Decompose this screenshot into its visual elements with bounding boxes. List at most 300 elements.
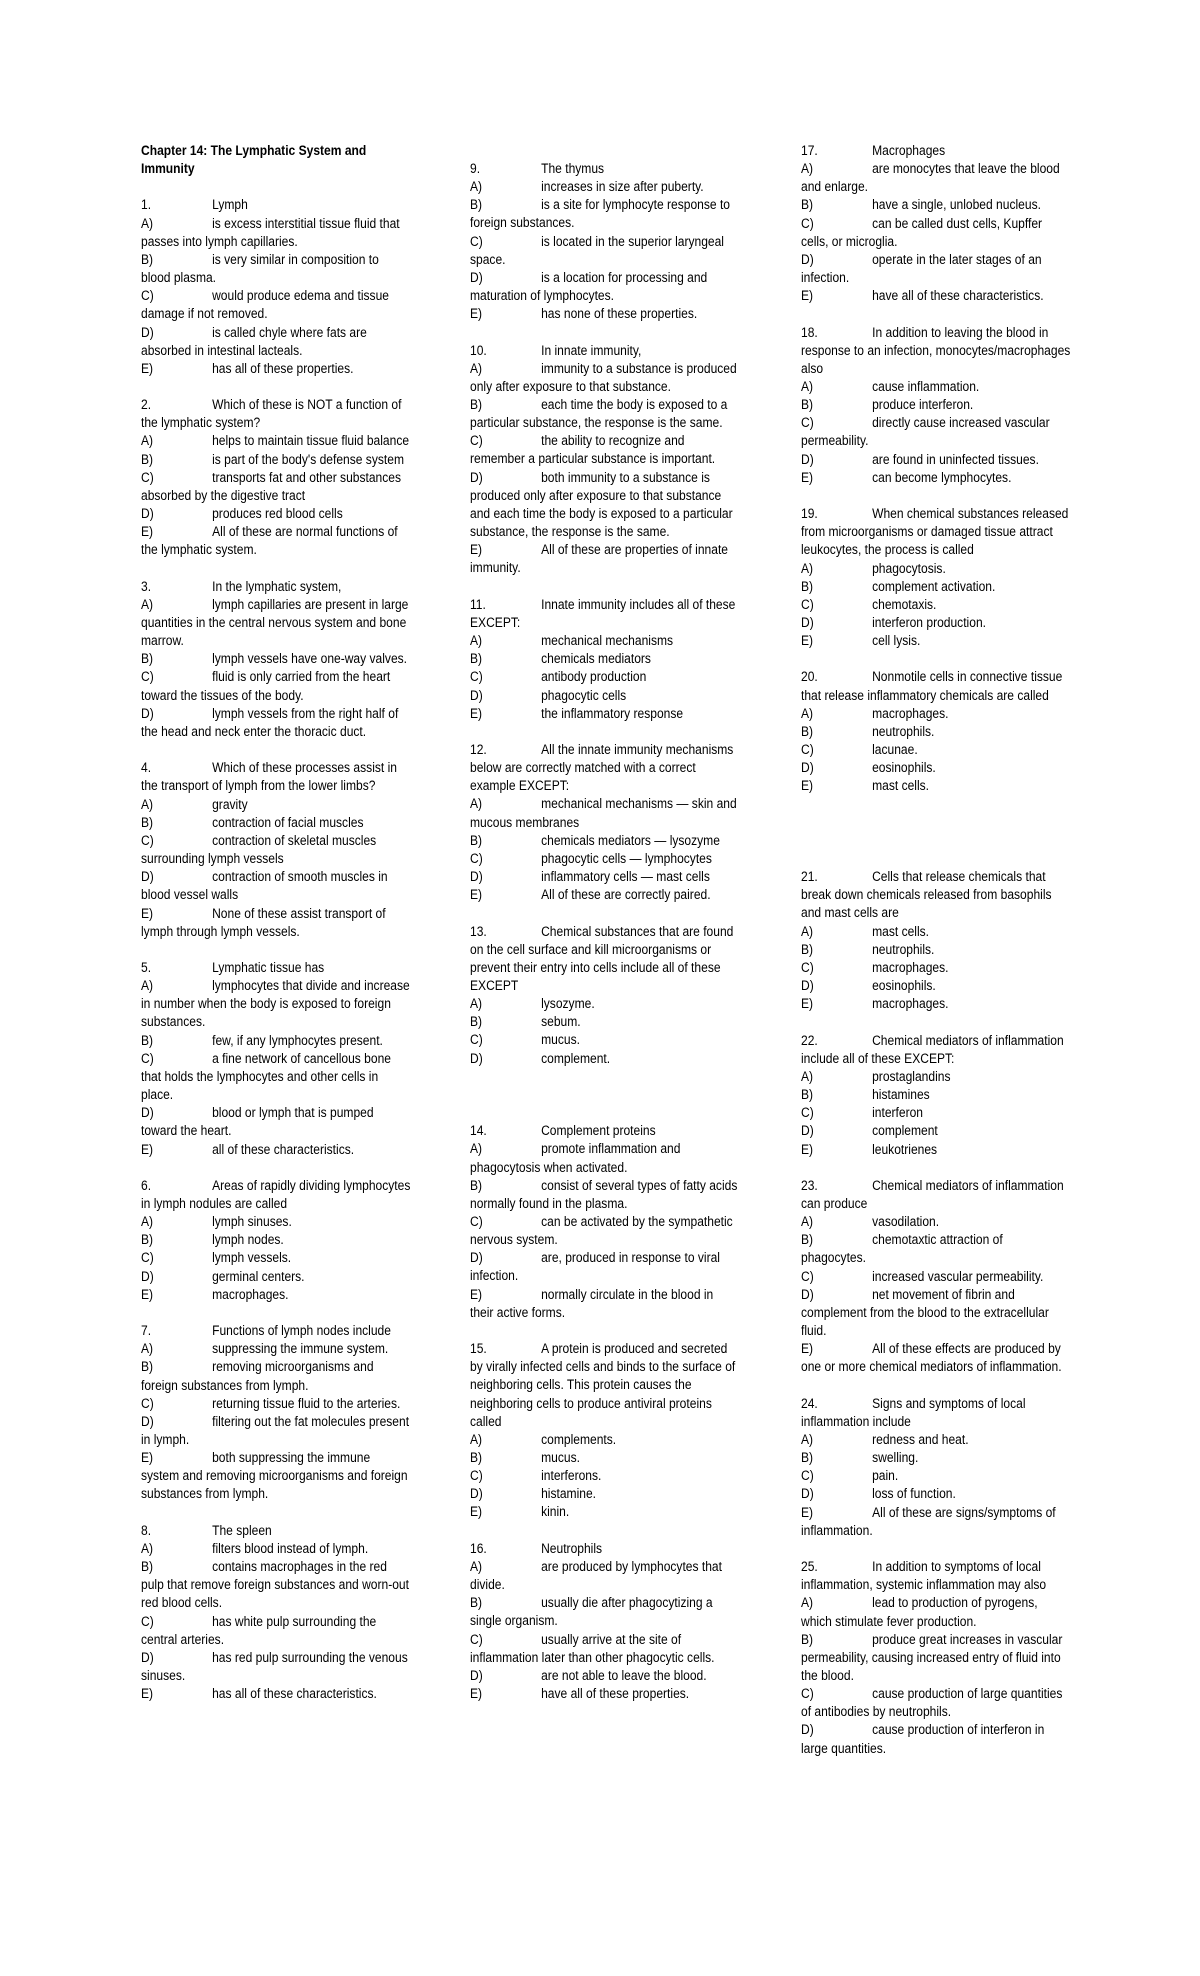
option-text: chemotaxtic attraction of phagocytes. <box>801 1232 1003 1266</box>
option-label: A) <box>801 705 814 721</box>
option-label: B) <box>141 251 154 267</box>
column-left <box>141 142 411 1703</box>
question-text: Nonmotile cells in connective tissue that release inflammatory chemicals are called <box>801 669 1063 703</box>
option-text: lymphocytes that divide and increase in number when the body is exposed to foreign substances. <box>141 978 410 1030</box>
option-text: contains macrophages in the red pulp that remove foreign substances and worn-out red blood cells. <box>141 1559 409 1611</box>
option-label: A) <box>801 1068 814 1084</box>
option-text: directly cause increased vascular permeability. <box>801 415 1050 449</box>
answer-option <box>141 832 411 868</box>
answer-option <box>470 1431 740 1449</box>
question-text: Which of these is NOT a function of the lymphatic system? <box>141 397 402 431</box>
option-label: C) <box>801 742 814 758</box>
question-item <box>470 160 740 323</box>
option-label: D) <box>801 1722 814 1738</box>
option-label: E) <box>470 887 483 903</box>
answer-option <box>470 233 740 269</box>
option-text: macrophages. <box>872 705 949 721</box>
option-label: D) <box>801 451 814 467</box>
question-number: 11. <box>470 596 486 612</box>
option-text: interferon <box>872 1105 924 1121</box>
option-label: A) <box>141 1341 154 1357</box>
option-label: B) <box>141 451 154 467</box>
option-label: D) <box>470 1486 483 1502</box>
option-label: C) <box>470 1631 483 1647</box>
option-label: A) <box>801 923 814 939</box>
question-text: Lymph <box>212 197 248 213</box>
option-label: A) <box>141 1214 154 1230</box>
question-item <box>470 342 740 578</box>
option-label: E) <box>470 1504 483 1520</box>
question-item <box>141 959 411 1159</box>
question-number: 8. <box>141 1522 152 1538</box>
question-item <box>801 868 1071 1013</box>
answer-option <box>141 360 411 378</box>
answer-option <box>801 251 1071 287</box>
option-label: A) <box>141 596 154 612</box>
option-text: are, produced in response to viral infection. <box>470 1250 720 1284</box>
option-text: both immunity to a substance is produced only after exposure to that substance and each time the body is exposed to a particular substance, the response is the same. <box>470 469 733 540</box>
option-text: mucus. <box>541 1449 580 1465</box>
answer-option <box>141 668 411 704</box>
chapter-title: Chapter 14: The Lymphatic System and Immunity <box>141 143 367 177</box>
question-stem <box>141 759 411 795</box>
answer-option <box>801 1068 1071 1086</box>
answer-option <box>801 1721 1071 1757</box>
option-text: is a location for processing and maturation of lymphocytes. <box>470 269 708 304</box>
answer-option <box>141 1032 411 1050</box>
answer-option <box>470 1177 740 1213</box>
option-label: A) <box>470 633 483 649</box>
option-label: B) <box>470 1595 483 1611</box>
option-label: C) <box>801 1105 814 1121</box>
option-text: are found in uninfected tissues. <box>872 451 1039 467</box>
question-number: 1. <box>141 197 152 213</box>
question-text: Functions of lymph nodes include <box>212 1323 391 1339</box>
question-text: Which of these processes assist in the transport of lymph from the lower limbs? <box>141 760 397 794</box>
question-number: 12. <box>470 741 487 757</box>
question-number: 17. <box>801 143 818 158</box>
option-label: D) <box>141 1105 154 1121</box>
option-text: lacunae. <box>872 742 918 758</box>
option-label: C) <box>470 1032 483 1048</box>
question-item <box>801 1032 1071 1159</box>
answer-option <box>470 632 740 650</box>
option-text: phagocytosis. <box>872 560 946 576</box>
option-text: eosinophils. <box>872 760 936 776</box>
option-text: consist of several types of fatty acids normally found in the plasma. <box>470 1177 738 1211</box>
option-text: neutrophils. <box>872 723 935 739</box>
answer-option <box>141 324 411 360</box>
question-text: The spleen <box>212 1522 272 1538</box>
answer-option <box>141 1141 411 1159</box>
answer-option <box>801 560 1071 578</box>
question-number: 25. <box>801 1559 818 1575</box>
question-stem <box>141 1522 411 1540</box>
option-text: lead to production of pyrogens, which stimulate fever production. <box>801 1595 1038 1629</box>
question-text: In innate immunity, <box>541 342 642 358</box>
option-label: B) <box>470 1014 483 1030</box>
option-text: has all of these properties. <box>212 360 354 376</box>
answer-option <box>141 1231 411 1249</box>
option-label: E) <box>141 524 154 540</box>
answer-option <box>470 705 740 723</box>
question-stem <box>141 578 411 596</box>
answer-option <box>801 1685 1071 1721</box>
answer-option <box>801 1141 1071 1159</box>
option-text: complement activation. <box>872 578 996 594</box>
option-text: interferon production. <box>872 615 986 631</box>
option-label: E) <box>801 1504 814 1520</box>
option-text: is excess interstitial tissue fluid that passes into lymph capillaries. <box>141 215 400 249</box>
option-text: All of these are properties of innate immunity. <box>470 542 729 576</box>
option-text: each time the body is exposed to a particular substance, the response is the same. <box>470 397 728 431</box>
option-text: All of these are correctly paired. <box>541 887 711 903</box>
option-text: all of these characteristics. <box>212 1141 355 1157</box>
answer-option <box>470 1050 740 1068</box>
option-label: E) <box>470 1286 483 1302</box>
question-stem <box>470 1122 740 1140</box>
question-stem <box>470 741 740 795</box>
option-text: complement <box>872 1123 938 1139</box>
option-label: D) <box>801 760 814 776</box>
answer-option <box>141 1395 411 1413</box>
option-label: D) <box>141 506 154 522</box>
option-text: have all of these properties. <box>541 1686 690 1701</box>
question-number: 7. <box>141 1323 152 1339</box>
option-text: immunity to a substance is produced only after exposure to that substance. <box>470 360 737 394</box>
option-text: fluid is only carried from the heart toward the tissues of the body. <box>141 669 391 703</box>
question-stem <box>470 923 740 996</box>
answer-option <box>470 1594 740 1630</box>
option-text: promote inflammation and phagocytosis when activated. <box>470 1141 681 1175</box>
option-label: D) <box>801 1123 814 1139</box>
option-text: cause production of interferon in large quantities. <box>801 1722 1045 1756</box>
option-label: A) <box>141 433 154 449</box>
option-label: D) <box>470 269 483 285</box>
option-text: mechanical mechanisms <box>541 633 674 649</box>
option-text: filtering out the fat molecules present in lymph. <box>141 1413 410 1447</box>
option-label: B) <box>141 1032 154 1048</box>
option-label: D) <box>141 1649 154 1665</box>
answer-option <box>801 1213 1071 1231</box>
question-text: Complement proteins <box>541 1123 656 1139</box>
question-item <box>141 1322 411 1504</box>
option-label: B) <box>801 1450 814 1466</box>
answer-option <box>801 378 1071 396</box>
answer-option <box>141 814 411 832</box>
question-text: Chemical mediators of inflammation can produce <box>801 1177 1064 1211</box>
option-text: have a single, unlobed nucleus. <box>872 197 1041 213</box>
option-label: D) <box>141 324 154 340</box>
question-number: 18. <box>801 324 818 340</box>
answer-option <box>470 432 740 468</box>
question-stem <box>141 1177 411 1213</box>
answer-option <box>801 1449 1071 1467</box>
option-text: All of these effects are produced by one or more chemical mediators of inflammation. <box>801 1341 1062 1375</box>
answer-option <box>801 1340 1071 1376</box>
option-label: E) <box>141 1141 154 1157</box>
option-text: can be called dust cells, Kupffer cells, or microglia. <box>801 215 1043 249</box>
option-text: is very similar in composition to blood plasma. <box>141 251 379 286</box>
option-text: histamine. <box>541 1486 597 1502</box>
option-label: B) <box>470 832 483 848</box>
option-text: lymph vessels have one-way valves. <box>212 651 408 667</box>
option-label: D) <box>801 1286 814 1302</box>
option-text: inflammatory cells — mast cells <box>541 869 710 885</box>
option-label: A) <box>801 161 814 177</box>
answer-option <box>801 469 1071 487</box>
option-label: A) <box>470 179 483 195</box>
option-label: D) <box>141 1413 154 1429</box>
question-number: 14. <box>470 1123 487 1139</box>
answer-option <box>141 1340 411 1358</box>
answer-option <box>470 1631 740 1667</box>
option-label: B) <box>470 197 483 213</box>
question-stem <box>801 668 1071 704</box>
question-stem <box>801 1395 1071 1431</box>
answer-option <box>801 1431 1071 1449</box>
option-label: C) <box>801 959 814 975</box>
option-label: E) <box>141 1686 154 1702</box>
question-stem <box>141 396 411 432</box>
option-text: lymph vessels. <box>212 1250 292 1266</box>
answer-option <box>141 650 411 668</box>
option-text: produces red blood cells <box>212 506 343 522</box>
option-text: is located in the superior laryngeal space. <box>470 233 724 267</box>
option-text: cause production of large quantities of antibodies by neutrophils. <box>801 1686 1063 1720</box>
option-text: have all of these characteristics. <box>872 288 1044 304</box>
answer-option <box>801 614 1071 632</box>
answer-option <box>141 469 411 505</box>
question-item <box>470 1122 740 1322</box>
option-label: E) <box>470 542 483 558</box>
option-label: D) <box>801 978 814 994</box>
question-text: The thymus <box>541 161 605 176</box>
option-text: complement. <box>541 1050 611 1066</box>
option-text: phagocytic cells — lymphocytes <box>541 850 712 866</box>
option-label: D) <box>141 1268 154 1284</box>
question-text: Chemical substances that are found on the cell surface and kill microorganisms or prevent their entry into cells include all of these EXCEPT <box>470 923 734 993</box>
answer-option <box>470 1031 740 1049</box>
answer-option <box>801 1594 1071 1630</box>
option-label: D) <box>470 1250 483 1266</box>
option-label: D) <box>470 469 483 485</box>
answer-option <box>801 1104 1071 1122</box>
question-stem <box>141 196 411 214</box>
answer-option <box>801 705 1071 723</box>
option-label: C) <box>801 1468 814 1484</box>
option-text: operate in the later stages of an infection. <box>801 251 1042 286</box>
question-number: 21. <box>801 869 818 885</box>
option-label: A) <box>801 1431 814 1447</box>
option-text: germinal centers. <box>212 1268 305 1284</box>
question-item <box>801 1177 1071 1377</box>
answer-option <box>470 1213 740 1249</box>
option-text: contraction of skeletal muscles surrounding lymph vessels <box>141 832 377 867</box>
option-label: D) <box>141 705 154 721</box>
option-label: B) <box>470 1449 483 1465</box>
answer-option <box>141 1286 411 1304</box>
option-label: A) <box>801 379 814 395</box>
answer-option <box>141 1649 411 1685</box>
answer-option <box>801 578 1071 596</box>
question-number: 20. <box>801 669 818 685</box>
option-label: B) <box>801 578 814 594</box>
answer-option <box>470 995 740 1013</box>
question-number: 2. <box>141 397 152 413</box>
answer-option <box>141 1413 411 1449</box>
option-text: contraction of smooth muscles in blood vessel walls <box>141 869 388 903</box>
option-text: All of these are signs/symptoms of inflammation. <box>801 1504 1056 1538</box>
option-text: lymph capillaries are present in large quantities in the central nervous system and bone marrow. <box>141 596 409 649</box>
answer-option <box>470 305 740 323</box>
option-text: is called chyle where fats are absorbed in intestinal lacteals. <box>141 324 367 358</box>
answer-option <box>470 1249 740 1285</box>
option-text: prostaglandins <box>872 1068 951 1084</box>
question-stem <box>470 160 740 178</box>
question-item <box>801 505 1071 650</box>
question-number: 10. <box>470 342 487 358</box>
option-text: vasodilation. <box>872 1214 940 1230</box>
option-text: helps to maintain tissue fluid balance <box>212 433 410 449</box>
answer-option <box>141 1358 411 1394</box>
answer-option <box>470 687 740 705</box>
option-text: has red pulp surrounding the venous sinuses. <box>141 1649 408 1683</box>
option-label: B) <box>801 1087 814 1103</box>
option-text: sebum. <box>541 1014 581 1030</box>
answer-option <box>141 1249 411 1267</box>
answer-option <box>141 705 411 741</box>
question-item <box>141 578 411 741</box>
option-label: D) <box>801 1486 814 1502</box>
option-label: E) <box>470 1686 483 1701</box>
question-text: Lymphatic tissue has <box>212 959 325 975</box>
option-text: mucus. <box>541 1032 580 1048</box>
answer-option <box>141 505 411 523</box>
option-label: A) <box>470 360 483 376</box>
question-number: 6. <box>141 1177 152 1193</box>
option-text: usually die after phagocytizing a single organism. <box>470 1595 713 1629</box>
option-label: E) <box>470 705 483 721</box>
answer-option <box>141 1213 411 1231</box>
option-text: increases in size after puberty. <box>541 179 704 195</box>
answer-option <box>470 178 740 196</box>
answer-option <box>141 523 411 559</box>
answer-option <box>470 1485 740 1503</box>
answer-option <box>801 215 1071 251</box>
option-label: A) <box>470 1141 483 1157</box>
option-text: antibody production <box>541 669 647 685</box>
question-stem <box>801 1558 1071 1594</box>
answer-option <box>141 1449 411 1503</box>
option-label: E) <box>141 360 154 376</box>
option-label: A) <box>470 1431 483 1447</box>
option-label: D) <box>801 615 814 631</box>
question-number: 13. <box>470 923 487 939</box>
option-label: D) <box>801 251 814 267</box>
question-number: 22. <box>801 1032 818 1048</box>
question-item <box>141 759 411 941</box>
option-text: histamines <box>872 1087 930 1103</box>
question-item <box>801 1395 1071 1540</box>
option-label: C) <box>141 469 154 485</box>
answer-option <box>470 795 740 831</box>
question-stem <box>801 142 1071 160</box>
option-label: C) <box>470 1468 483 1484</box>
answer-option <box>141 432 411 450</box>
question-text: In addition to symptoms of local inflammation, systemic inflammation may also <box>801 1559 1047 1593</box>
answer-option <box>801 995 1071 1013</box>
answer-option <box>470 269 740 305</box>
question-number: 4. <box>141 760 152 776</box>
option-label: C) <box>470 1213 483 1229</box>
answer-option <box>141 868 411 904</box>
option-text: redness and heat. <box>872 1431 969 1447</box>
answer-option <box>470 1013 740 1031</box>
answer-option <box>801 959 1071 977</box>
question-stem <box>801 868 1071 922</box>
answer-option <box>141 251 411 287</box>
option-text: cell lysis. <box>872 633 921 649</box>
option-text: mast cells. <box>872 923 930 939</box>
answer-option <box>801 414 1071 450</box>
option-label: C) <box>470 669 483 685</box>
option-text: has white pulp surrounding the central arteries. <box>141 1613 377 1647</box>
question-number: 5. <box>141 959 152 975</box>
option-label: D) <box>141 869 154 885</box>
answer-option <box>801 1268 1071 1286</box>
answer-option <box>470 1286 740 1322</box>
option-text: the ability to recognize and remember a particular substance is important. <box>470 433 716 467</box>
answer-option <box>801 723 1071 741</box>
option-label: C) <box>141 1250 154 1266</box>
option-text: is a site for lymphocyte response to foreign substances. <box>470 197 731 231</box>
option-text: kinin. <box>541 1504 570 1520</box>
option-label: D) <box>470 1667 483 1683</box>
answer-option <box>801 596 1071 614</box>
answer-option <box>801 1122 1071 1140</box>
option-text: interferons. <box>541 1468 602 1484</box>
option-label: B) <box>801 1631 814 1647</box>
question-text: A protein is produced and secreted by virally infected cells and binds to the surface of neighboring cells. This protein causes the neighboring cells to produce antiviral proteins called <box>470 1341 736 1429</box>
question-text: Cells that release chemicals that break down chemicals released from basophils and mast cells are <box>801 869 1052 921</box>
question-item <box>801 142 1071 305</box>
question-text: In the lymphatic system, <box>212 578 342 594</box>
option-text: macrophages. <box>212 1286 289 1302</box>
question-text: Macrophages <box>872 143 946 158</box>
question-item <box>141 396 411 559</box>
option-text: produce interferon. <box>872 397 974 413</box>
column-middle <box>470 160 740 1703</box>
option-label: B) <box>470 1177 483 1193</box>
answer-option <box>801 923 1071 941</box>
answer-option <box>470 1685 740 1703</box>
question-text: In addition to leaving the blood in response to an infection, monocytes/macrophages also <box>801 324 1071 376</box>
option-text: is part of the body's defense system <box>212 451 404 467</box>
answer-option <box>801 1467 1071 1485</box>
question-text: Signs and symptoms of local inflammation include <box>801 1395 1026 1429</box>
option-label: C) <box>801 1686 814 1702</box>
option-label: B) <box>141 1559 154 1575</box>
option-label: B) <box>801 941 814 957</box>
option-text: contraction of facial muscles <box>212 814 364 830</box>
option-text: net movement of fibrin and complement from the blood to the extracellular fluid. <box>801 1286 1049 1339</box>
option-text: are not able to leave the blood. <box>541 1667 707 1683</box>
option-text: lymph sinuses. <box>212 1214 292 1230</box>
option-label: A) <box>470 996 483 1012</box>
answer-option <box>801 196 1071 214</box>
answer-option <box>141 1104 411 1140</box>
